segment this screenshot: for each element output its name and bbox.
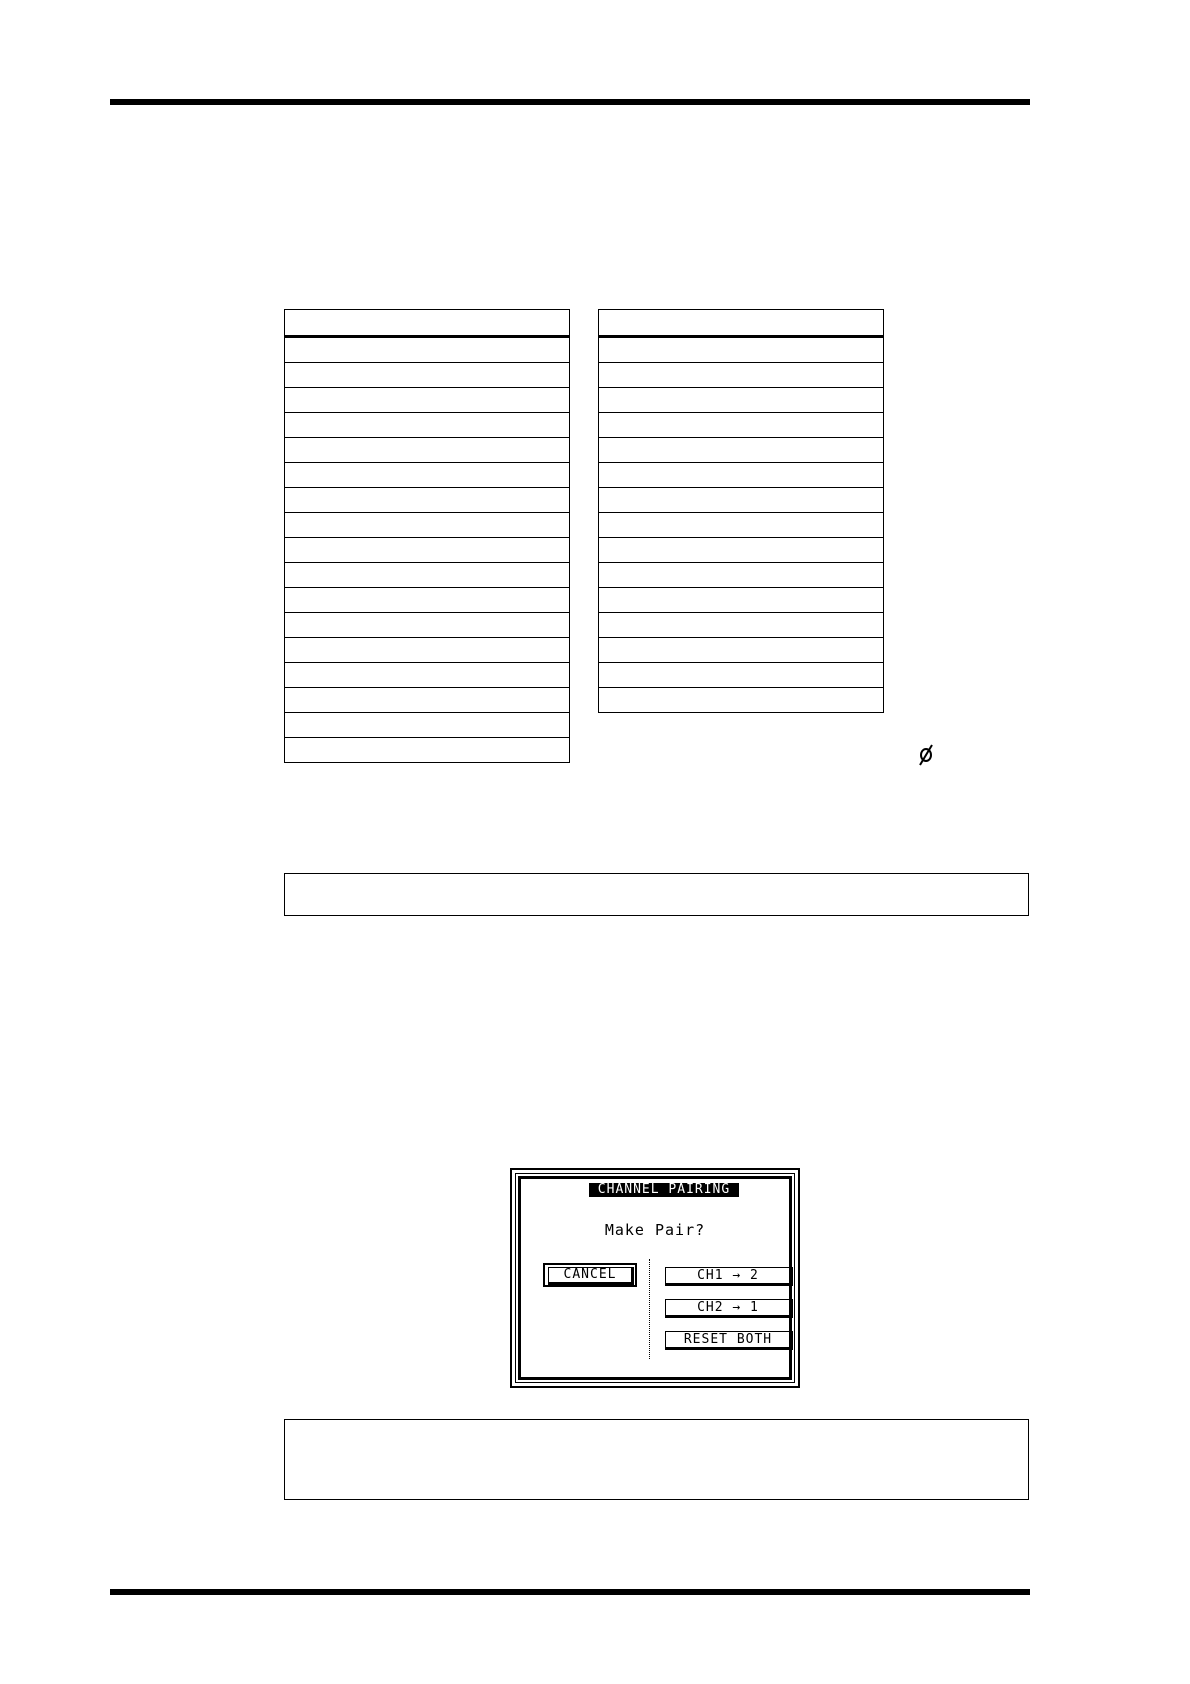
table-row xyxy=(599,463,884,488)
table-row xyxy=(285,513,570,538)
cancel-button-focus-frame[interactable] xyxy=(543,1263,637,1287)
table-row xyxy=(599,388,884,413)
table-row xyxy=(599,588,884,613)
table-row xyxy=(599,513,884,538)
table-row xyxy=(599,538,884,563)
reset-both-button[interactable]: RESET BOTH xyxy=(665,1331,793,1350)
table-header-row xyxy=(599,310,884,337)
cancel-button[interactable]: CANCEL xyxy=(548,1267,634,1285)
table-row xyxy=(285,663,570,688)
ch2-to-1-button[interactable]: CH2 → 1 xyxy=(665,1299,793,1318)
table-row xyxy=(285,638,570,663)
table-row xyxy=(285,413,570,438)
table-row xyxy=(285,337,570,363)
table-row xyxy=(285,613,570,638)
channel-pairing-lcd-screen xyxy=(510,1168,800,1388)
table-row xyxy=(285,688,570,713)
table-row xyxy=(285,738,570,763)
table-row xyxy=(599,613,884,638)
lcd-title: CHANNEL PAIRING xyxy=(589,1183,739,1197)
table-row xyxy=(285,538,570,563)
table-row xyxy=(599,363,884,388)
parameter-table-right xyxy=(598,309,884,713)
table-row xyxy=(599,663,884,688)
table-row xyxy=(599,438,884,463)
lcd-frame xyxy=(515,1173,795,1383)
table-row xyxy=(285,563,570,588)
table-row xyxy=(285,438,570,463)
header-rule xyxy=(110,99,1030,105)
lcd-frame-inner xyxy=(518,1176,792,1380)
table-row xyxy=(599,413,884,438)
ch1-to-2-button[interactable]: CH1 → 2 xyxy=(665,1267,793,1286)
table-row xyxy=(599,337,884,363)
parameter-table-left xyxy=(284,309,570,763)
table-row xyxy=(285,713,570,738)
table-row xyxy=(285,588,570,613)
table-row xyxy=(599,688,884,713)
note-box xyxy=(284,873,1029,916)
table-row xyxy=(285,463,570,488)
note-box xyxy=(284,1419,1029,1500)
table-row xyxy=(599,563,884,588)
table-row xyxy=(599,638,884,663)
table-row xyxy=(285,488,570,513)
table-row xyxy=(285,388,570,413)
table-row xyxy=(599,488,884,513)
lcd-prompt: Make Pair? xyxy=(604,1221,706,1239)
phase-icon xyxy=(916,743,936,767)
table-header-row xyxy=(285,310,570,337)
table-row xyxy=(285,363,570,388)
lcd-divider xyxy=(649,1259,650,1359)
footer-rule xyxy=(110,1589,1030,1595)
